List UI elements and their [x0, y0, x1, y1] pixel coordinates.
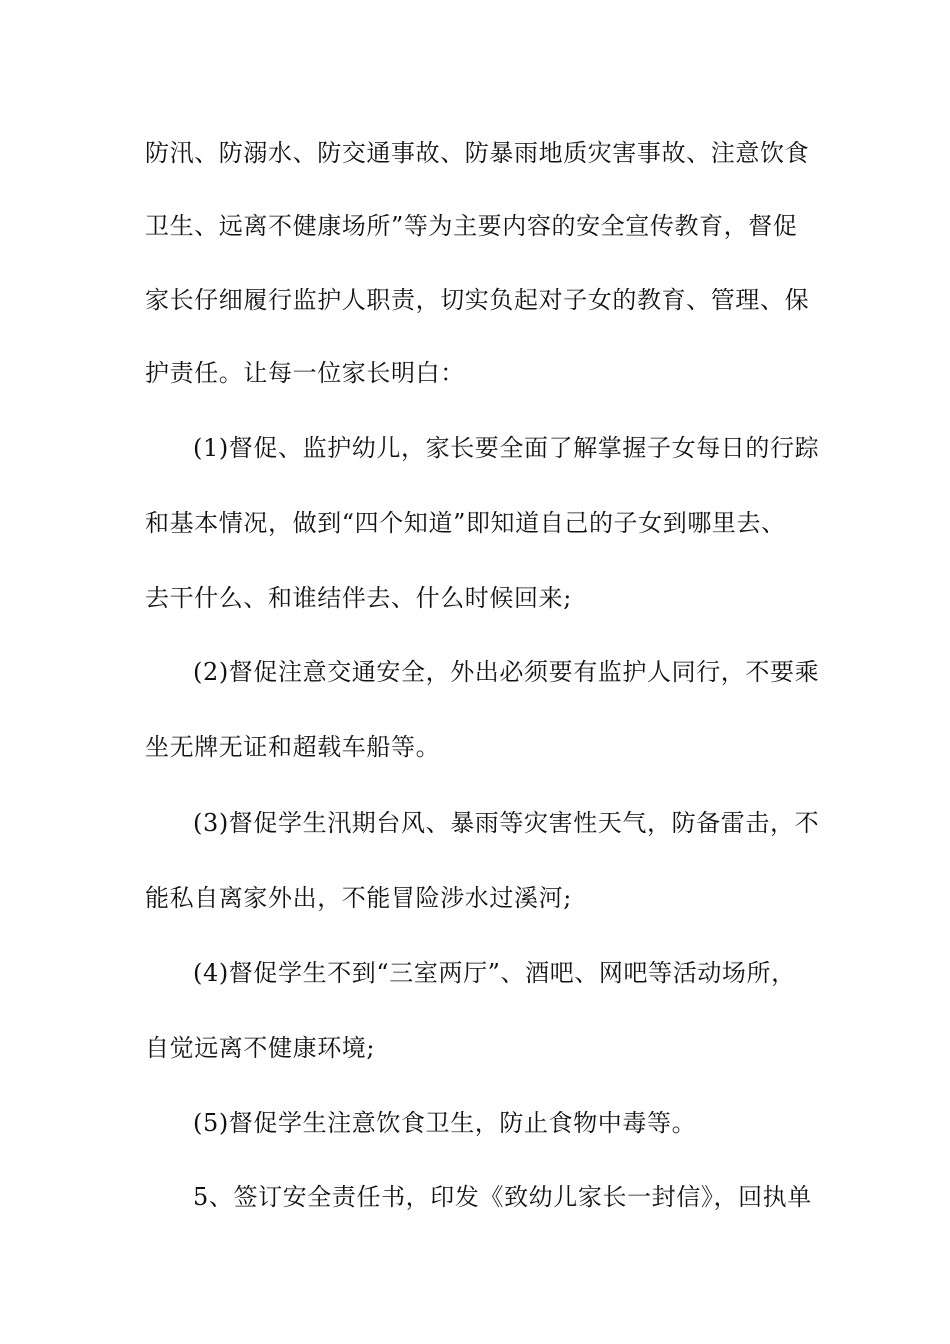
text-line: 去干什么、和谁结伴去、什么时候回来;	[145, 584, 572, 612]
text-line: (3)督促学生汛期台风、暴雨等灾害性天气，防备雷击，不	[193, 809, 820, 837]
text-line: 家长仔细履行监护人职责，切实负起对子女的教育、管理、保	[145, 286, 810, 314]
text-line: 能私自离家外出，不能冒险涉水过溪河;	[145, 884, 572, 912]
text-line: (1)督促、监护幼儿，家长要全面了解掌握子女每日的行踪	[193, 434, 820, 462]
text-line: 卫生、远离不健康场所”等为主要内容的安全宣传教育，督促	[145, 212, 798, 240]
text-line: 坐无牌无证和超载车船等。	[145, 733, 441, 761]
text-line: 自觉远离不健康环境;	[145, 1034, 376, 1062]
text-line: 5、签订安全责任书，印发《致幼儿家长一封信》，回执单	[193, 1183, 812, 1211]
text-line: 护责任。让每一位家长明白：	[145, 359, 465, 387]
text-line: (4)督促学生不到“三室两厅”、酒吧、网吧等活动场所，	[193, 959, 796, 987]
text-line: 防汛、防溺水、防交通事故、防暴雨地质灾害事故、注意饮食	[145, 139, 810, 167]
text-line: (5)督促学生注意饮食卫生，防止食物中毒等。	[193, 1109, 697, 1137]
text-line: (2)督促注意交通安全，外出必须要有监护人同行，不要乘	[193, 658, 820, 686]
text-line: 和基本情况，做到“四个知道”即知道自己的子女到哪里去、	[145, 509, 786, 537]
